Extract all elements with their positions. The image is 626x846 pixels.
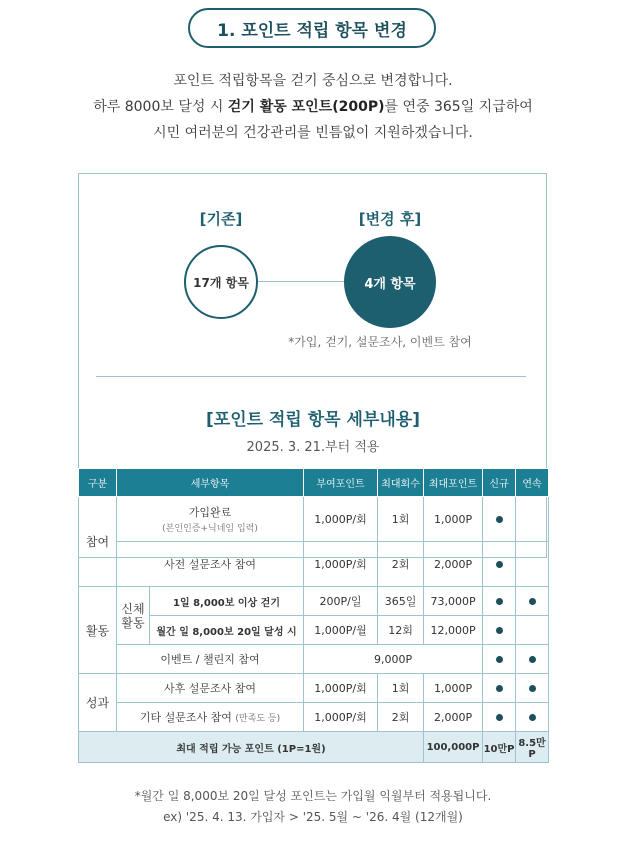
total-max-points: 100,000P bbox=[424, 732, 483, 763]
table-row bbox=[79, 703, 549, 732]
row-item-sub: (본인인증+닉네임 입력) bbox=[162, 524, 258, 534]
row-max-count: 12회 bbox=[378, 616, 424, 645]
intro-line-1: 포인트 적립항목을 걷기 중심으로 변경합니다. bbox=[173, 73, 453, 89]
before-circle bbox=[184, 245, 258, 319]
row-new bbox=[483, 587, 516, 616]
row-item: 1일 8,000보 이상 걷기 bbox=[150, 587, 304, 616]
row-max-count: 2회 bbox=[378, 703, 424, 732]
table-row bbox=[79, 616, 549, 645]
table-row bbox=[79, 497, 549, 542]
intro-line-2-pre: 하루 8000보 달성 시 bbox=[93, 99, 228, 115]
row-continuous bbox=[516, 645, 549, 674]
row-new bbox=[483, 674, 516, 703]
row-item-label: 기타 설문조사 참여 bbox=[139, 711, 232, 724]
col-header-item: 세부항목 bbox=[117, 469, 304, 497]
points-detail-table bbox=[78, 468, 549, 763]
row-item-sub: (만족도 등) bbox=[235, 714, 281, 724]
total-continuous: 8.5만P bbox=[516, 732, 549, 763]
row-points: 1,000P/회 bbox=[304, 542, 378, 587]
table-row bbox=[79, 542, 549, 587]
bullet-dot-icon bbox=[496, 714, 503, 721]
row-max-points: 1,000P bbox=[424, 497, 483, 542]
bullet-dot-icon bbox=[529, 598, 536, 605]
row-new bbox=[483, 542, 516, 587]
row-item bbox=[117, 703, 304, 732]
row-item: 사후 설문조사 참여 bbox=[117, 674, 304, 703]
footnote-line-1: *월간 일 8,000보 20일 달성 포인트는 가입월 익월부터 적용됩니다. bbox=[134, 789, 492, 803]
total-new: 10만P bbox=[483, 732, 516, 763]
row-max-points: 12,000P bbox=[424, 616, 483, 645]
row-item bbox=[117, 497, 304, 542]
row-new bbox=[483, 703, 516, 732]
row-points: 1,000P/회 bbox=[304, 703, 378, 732]
total-row bbox=[79, 732, 549, 763]
bullet-dot-icon bbox=[529, 685, 536, 692]
row-max-count: 1회 bbox=[378, 497, 424, 542]
col-header-continuous: 연속 bbox=[516, 469, 549, 497]
bullet-dot-icon bbox=[496, 685, 503, 692]
col-header-points: 부여포인트 bbox=[304, 469, 378, 497]
row-continuous bbox=[516, 616, 549, 645]
bullet-dot-icon bbox=[529, 656, 536, 663]
footnote bbox=[0, 786, 626, 828]
bullet-dot-icon bbox=[529, 714, 536, 721]
row-points: 1,000P/회 bbox=[304, 674, 378, 703]
row-new bbox=[483, 497, 516, 542]
divider bbox=[96, 376, 526, 377]
intro-text bbox=[0, 68, 626, 146]
row-new bbox=[483, 645, 516, 674]
row-item: 이벤트 / 챌린지 참여 bbox=[117, 645, 304, 674]
group-activity: 활동 bbox=[79, 587, 117, 674]
footnote-line-2: ex) '25. 4. 13. 가입자 > '25. 5월 ~ '26. 4월 (12개월) bbox=[163, 810, 463, 824]
connector-line bbox=[258, 281, 348, 282]
row-points: 1,000P/회 bbox=[304, 497, 378, 542]
row-continuous bbox=[516, 542, 549, 587]
bullet-dot-icon bbox=[496, 627, 503, 634]
row-new bbox=[483, 616, 516, 645]
row-max-count: 2회 bbox=[378, 542, 424, 587]
bullet-dot-icon bbox=[496, 516, 503, 523]
row-max-count: 365일 bbox=[378, 587, 424, 616]
row-points: 1,000P/월 bbox=[304, 616, 378, 645]
table-row bbox=[79, 587, 549, 616]
effective-date: 2025. 3. 21.부터 적용 bbox=[246, 440, 380, 455]
table-row bbox=[79, 674, 549, 703]
col-header-max-count: 최대회수 bbox=[378, 469, 424, 497]
table-row bbox=[79, 645, 549, 674]
before-label: [기존] bbox=[199, 210, 243, 228]
after-circle bbox=[344, 236, 436, 328]
row-item-label: 가입완료 bbox=[188, 506, 232, 519]
bullet-dot-icon bbox=[496, 561, 503, 568]
row-continuous bbox=[516, 703, 549, 732]
group-result: 성과 bbox=[79, 674, 117, 732]
before-value: 17개 항목 bbox=[193, 275, 249, 290]
total-label: 최대 적립 가능 포인트 (1P=1원) bbox=[79, 732, 424, 763]
col-header-category: 구분 bbox=[79, 469, 117, 497]
row-item: 사전 설문조사 참여 bbox=[117, 542, 304, 587]
row-points: 200P/일 bbox=[304, 587, 378, 616]
row-continuous bbox=[516, 587, 549, 616]
row-max-points: 73,000P bbox=[424, 587, 483, 616]
row-max-count: 1회 bbox=[378, 674, 424, 703]
intro-line-2-post: 를 연중 365일 지급하여 bbox=[384, 99, 533, 115]
after-label: [변경 후] bbox=[358, 210, 422, 228]
bullet-dot-icon bbox=[496, 598, 503, 605]
row-max-points: 2,000P bbox=[424, 703, 483, 732]
row-max-points: 2,000P bbox=[424, 542, 483, 587]
intro-line-2-bold: 걷기 활동 포인트(200P) bbox=[227, 99, 385, 115]
col-header-max-points: 최대포인트 bbox=[424, 469, 483, 497]
detail-section-title: [포인트 적립 항목 세부내용] bbox=[206, 410, 420, 430]
table-header-row bbox=[79, 469, 549, 497]
row-continuous bbox=[516, 674, 549, 703]
row-merged-points: 9,000P bbox=[304, 645, 483, 674]
after-value: 4개 항목 bbox=[364, 276, 416, 292]
compare-note: *가입, 걷기, 설문조사, 이벤트 참여 bbox=[288, 335, 472, 349]
bullet-dot-icon bbox=[496, 656, 503, 663]
col-header-new: 신규 bbox=[483, 469, 516, 497]
row-max-points: 1,000P bbox=[424, 674, 483, 703]
section-title-pill: 1. 포인트 적립 항목 변경 bbox=[188, 8, 436, 48]
intro-line-2 bbox=[0, 94, 626, 120]
intro-line-3: 시민 여러분의 건강관리를 빈틈없이 지원하겠습니다. bbox=[153, 125, 473, 141]
row-continuous bbox=[516, 497, 549, 542]
row-item: 월간 일 8,000보 20일 달성 시 bbox=[150, 616, 304, 645]
group-join: 참여 bbox=[79, 497, 117, 587]
group-physical: 신체 활동 bbox=[117, 587, 150, 645]
